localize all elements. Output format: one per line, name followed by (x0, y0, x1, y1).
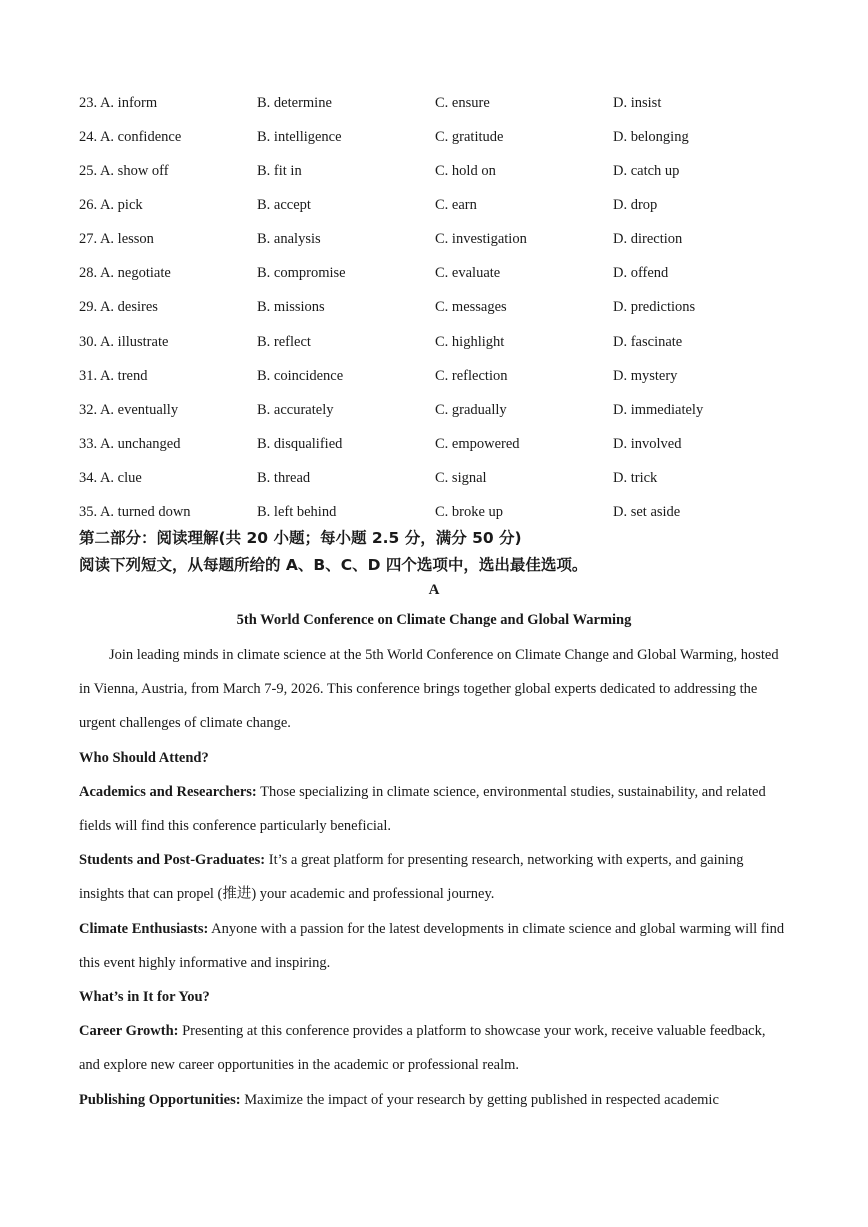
intro-paragraph: Join leading minds in climate science at the 5th World Conference on Climate Change and Global Warming, hosted in Vienna, Austria, from March 7-9, 2026. This conference brings together global experts dedicated to addressing the urgent challenges of climate change. (79, 647, 779, 732)
option-a: 32. A. eventually (79, 401, 179, 418)
option-d: D. mystery (613, 367, 678, 384)
option-a: 30. A. illustrate (79, 333, 169, 350)
publishing-label: Publishing Opportunities: (79, 1091, 241, 1108)
option-c: C. highlight (435, 333, 505, 350)
enthusiasts-label: Climate Enthusiasts: (79, 920, 209, 937)
option-c: C. empowered (435, 435, 520, 452)
option-b: B. compromise (257, 265, 346, 282)
career-text: Presenting at this conference provides a platform to showcase your work, receive valuable feedback, and explore new career opportunities in the academic or professional realm. (79, 1023, 766, 1074)
option-b: B. intelligence (257, 128, 342, 145)
option-a: 26. A. pick (79, 196, 143, 213)
students-label: Students and Post-Graduates: (79, 852, 266, 869)
option-c: C. investigation (435, 231, 527, 248)
option-c: C. messages (435, 299, 507, 316)
option-d: D. insist (613, 94, 662, 111)
option-d: D. trick (613, 470, 658, 487)
career-paragraph (79, 1014, 789, 1082)
option-d: D. involved (613, 435, 682, 452)
option-d: D. fascinate (613, 333, 683, 350)
students-paragraph (79, 843, 789, 911)
option-b: B. reflect (257, 333, 311, 350)
question-row-26 (79, 188, 799, 222)
option-a: 27. A. lesson (79, 231, 154, 248)
passage-letter: A (428, 582, 440, 598)
option-b: B. determine (257, 94, 332, 111)
question-row-35 (79, 496, 799, 530)
option-a: 34. A. clue (79, 470, 142, 487)
option-b: B. missions (257, 299, 325, 316)
option-c: C. reflection (435, 367, 508, 384)
option-b: B. accurately (257, 401, 334, 418)
publishing-text: Maximize the impact of your research by getting published in respected academic (240, 1091, 719, 1108)
option-a: 25. A. show off (79, 162, 169, 179)
question-row-33 (79, 427, 799, 461)
option-c: C. gradually (435, 401, 507, 418)
question-row-32 (79, 393, 799, 427)
option-a: 24. A. confidence (79, 128, 182, 145)
question-row-31 (79, 359, 799, 393)
option-a: 29. A. desires (79, 299, 158, 316)
option-a: 23. A. inform (79, 94, 158, 111)
option-b: B. disqualified (257, 435, 343, 452)
question-row-34 (79, 462, 799, 496)
option-d: D. drop (613, 196, 658, 213)
option-b: B. thread (257, 470, 311, 487)
passage-title: 5th World Conference on Climate Change and Global Warming (236, 612, 632, 628)
option-a: 35. A. turned down (79, 504, 191, 521)
who-should-attend-heading: Who Should Attend? (79, 749, 209, 766)
option-b: B. accept (257, 196, 311, 213)
option-c: C. hold on (435, 162, 496, 179)
question-row-23 (79, 86, 799, 120)
option-b: B. fit in (257, 162, 302, 179)
option-d: D. offend (613, 265, 669, 282)
option-c: C. broke up (435, 504, 504, 521)
option-d: D. immediately (613, 401, 704, 418)
option-c: C. earn (435, 196, 477, 213)
question-row-25 (79, 154, 799, 188)
option-a: 31. A. trend (79, 367, 148, 384)
academics-paragraph (79, 775, 789, 843)
option-c: C. signal (435, 470, 487, 487)
career-label: Career Growth: (79, 1023, 179, 1040)
option-b: B. coincidence (257, 367, 344, 384)
enthusiasts-text: Anyone with a passion for the latest developments in climate science and global warming will find this event highly informative and inspiring. (79, 920, 785, 971)
whats-in-it-heading: What’s in It for You? (79, 989, 210, 1006)
question-row-27 (79, 223, 799, 257)
enthusiasts-paragraph (79, 912, 789, 980)
option-d: D. catch up (613, 162, 680, 179)
option-c: C. evaluate (435, 265, 501, 282)
option-a: 33. A. unchanged (79, 435, 181, 452)
academics-label: Academics and Researchers: (79, 783, 257, 800)
question-row-28 (79, 257, 799, 291)
option-d: D. direction (613, 231, 683, 248)
passage-body (79, 638, 789, 1117)
question-row-24 (79, 120, 799, 154)
students-text: It’s a great platform for presenting research, networking with experts, and gaining insights that can propel (推进) your academic and professional journey. (79, 852, 744, 903)
question-row-30 (79, 325, 799, 359)
publishing-paragraph (79, 1083, 789, 1117)
option-b: B. analysis (257, 231, 321, 248)
answer-options-list (79, 86, 799, 530)
section-instruction: 阅读下列短文，从每题所给的 A、B、C、D 四个选项中，选出最佳选项。 (79, 556, 588, 574)
question-row-29 (79, 291, 799, 325)
section-header: 第二部分：阅读理解(共 20 小题；每小题 2.5 分，满分 50 分) (79, 529, 522, 547)
academics-text: Those specializing in climate science, environmental studies, sustainability, and related fields will find this conference particularly beneficial. (79, 783, 766, 835)
option-d: D. set aside (613, 504, 681, 521)
option-b: B. left behind (257, 504, 337, 521)
option-c: C. ensure (435, 94, 490, 111)
option-d: D. predictions (613, 299, 696, 316)
option-d: D. belonging (613, 128, 689, 145)
option-c: C. gratitude (435, 128, 504, 145)
option-a: 28. A. negotiate (79, 265, 171, 282)
